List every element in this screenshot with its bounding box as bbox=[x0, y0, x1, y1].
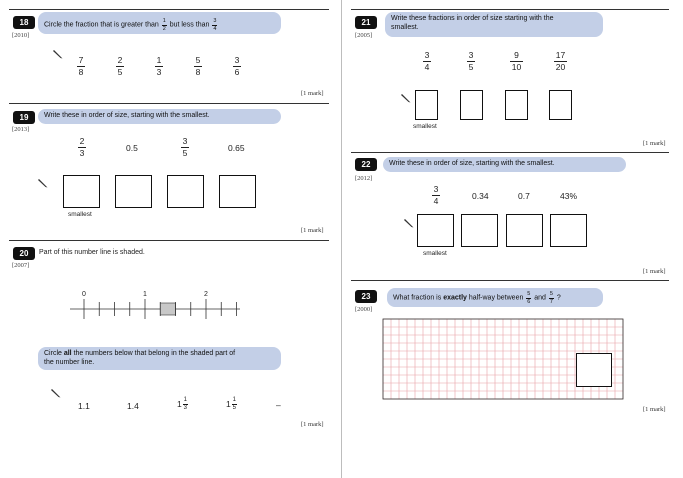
mark-label: [1 mark] bbox=[643, 140, 666, 147]
question-number: 22 bbox=[355, 158, 377, 171]
question-year: [2007] bbox=[12, 262, 30, 269]
question-number: 18 bbox=[13, 16, 35, 29]
answer-box-2[interactable] bbox=[460, 90, 483, 120]
fraction-a: $\frac{5}{6}$ bbox=[527, 291, 531, 305]
answer-box-1[interactable] bbox=[63, 175, 100, 208]
number-line-group bbox=[70, 291, 240, 319]
fraction-value: 3 5 bbox=[468, 50, 474, 72]
answer-box-1[interactable] bbox=[417, 214, 454, 247]
fraction-option[interactable]: 7 8 bbox=[78, 55, 84, 77]
question-year: [2000] bbox=[355, 306, 373, 313]
question-number: 23 bbox=[355, 290, 377, 303]
value-decimal: 0.65 bbox=[228, 143, 245, 153]
shaded-region bbox=[160, 303, 175, 315]
pencil-icon bbox=[400, 92, 412, 104]
tick-label: 2 bbox=[204, 291, 208, 298]
value-decimal: 0.5 bbox=[126, 143, 138, 153]
fraction-option[interactable]: 2 5 bbox=[117, 55, 123, 77]
tick-label: 0 bbox=[82, 291, 86, 298]
prompt-text: Circle the fraction that is greater than bbox=[44, 21, 159, 29]
smallest-label: smallest bbox=[413, 123, 437, 130]
answer-box-3[interactable] bbox=[506, 214, 543, 247]
answer-box[interactable] bbox=[576, 353, 612, 387]
lower-bound-fraction: $\frac{1}{2}$ bbox=[162, 18, 166, 32]
value-fraction: 3 4 bbox=[433, 184, 439, 206]
column-divider bbox=[341, 0, 342, 478]
question-prompt: Write these fractions in order of size starting with the smallest. bbox=[385, 12, 603, 37]
question-year: [2012] bbox=[355, 175, 373, 182]
fraction-option[interactable]: 3 6 bbox=[234, 55, 240, 77]
mark-label: [1 mark] bbox=[643, 268, 666, 275]
rule-q23 bbox=[351, 280, 669, 281]
value-fraction: 2 3 bbox=[79, 136, 85, 158]
rule-q20 bbox=[9, 240, 329, 241]
question-year: [2005] bbox=[355, 32, 373, 39]
question-number: 19 bbox=[13, 111, 35, 124]
answer-box-3[interactable] bbox=[505, 90, 528, 120]
fraction-option[interactable]: 5 8 bbox=[195, 55, 201, 77]
instruction-prompt: Circle all the numbers below that belong in the shaded part of the number line. bbox=[38, 347, 281, 370]
number-option[interactable]: 1.4 bbox=[127, 401, 139, 411]
answer-box-4[interactable] bbox=[549, 90, 572, 120]
value-fraction: 3 5 bbox=[182, 136, 188, 158]
smallest-label: smallest bbox=[423, 250, 447, 257]
fraction-value: 17 20 bbox=[555, 50, 566, 72]
fraction-b: $\frac{5}{7}$ bbox=[549, 291, 553, 305]
value-decimal: 43% bbox=[560, 191, 578, 201]
prompt-text-2: but less than bbox=[169, 21, 210, 29]
question-prompt: Write these in order of size, starting with the smallest. bbox=[383, 157, 626, 172]
pencil-icon bbox=[37, 177, 49, 189]
rule-q22 bbox=[351, 152, 669, 153]
fraction-option[interactable]: 1 3 bbox=[156, 55, 162, 77]
answer-box-2[interactable] bbox=[461, 214, 498, 247]
mark-label: [1 mark] bbox=[301, 421, 324, 428]
rule-q19 bbox=[9, 103, 329, 104]
answer-box-3[interactable] bbox=[167, 175, 204, 208]
answer-box-4[interactable] bbox=[550, 214, 587, 247]
pencil-icon bbox=[52, 48, 64, 60]
question-prompt bbox=[38, 12, 281, 34]
number-option[interactable]: 1.1 bbox=[78, 401, 90, 411]
upper-bound-fraction: $\frac{3}{4}$ bbox=[213, 18, 217, 32]
question-year: [2013] bbox=[12, 126, 30, 133]
top-rule-left bbox=[9, 9, 329, 10]
question-prompt: Part of this number line is shaded. bbox=[39, 249, 145, 256]
answer-box-1[interactable] bbox=[415, 90, 438, 120]
fraction-value: 9 10 bbox=[511, 50, 522, 72]
mixed-number-option[interactable]: 1 1 3 bbox=[177, 397, 187, 412]
question-number: 21 bbox=[355, 16, 377, 29]
value-decimal: 0.34 bbox=[472, 191, 489, 201]
smallest-label: smallest bbox=[68, 211, 92, 218]
answer-box-4[interactable] bbox=[219, 175, 256, 208]
question-prompt: What fraction is exactly half-way between $\frac{5}{6}$ and $\frac{5}{7}$ ? bbox=[387, 288, 603, 307]
question-prompt: Write these in order of size, starting with the smallest. bbox=[38, 109, 281, 124]
number-line bbox=[70, 282, 240, 324]
mark-label: [1 mark] bbox=[643, 406, 666, 413]
tick-label: 1 bbox=[143, 291, 147, 298]
stray-dash: – bbox=[276, 400, 281, 410]
value-decimal: 0.7 bbox=[518, 191, 530, 201]
mark-label: [1 mark] bbox=[301, 227, 324, 234]
pencil-icon bbox=[50, 387, 62, 399]
mark-label: [1 mark] bbox=[301, 90, 324, 97]
question-year: [2010] bbox=[12, 32, 30, 39]
pencil-icon bbox=[403, 217, 415, 229]
mixed-number-option[interactable]: 1 1 5 bbox=[226, 397, 236, 412]
answer-box-2[interactable] bbox=[115, 175, 152, 208]
question-number: 20 bbox=[13, 247, 35, 260]
fraction-value: 3 4 bbox=[424, 50, 430, 72]
top-rule-right bbox=[351, 9, 669, 10]
